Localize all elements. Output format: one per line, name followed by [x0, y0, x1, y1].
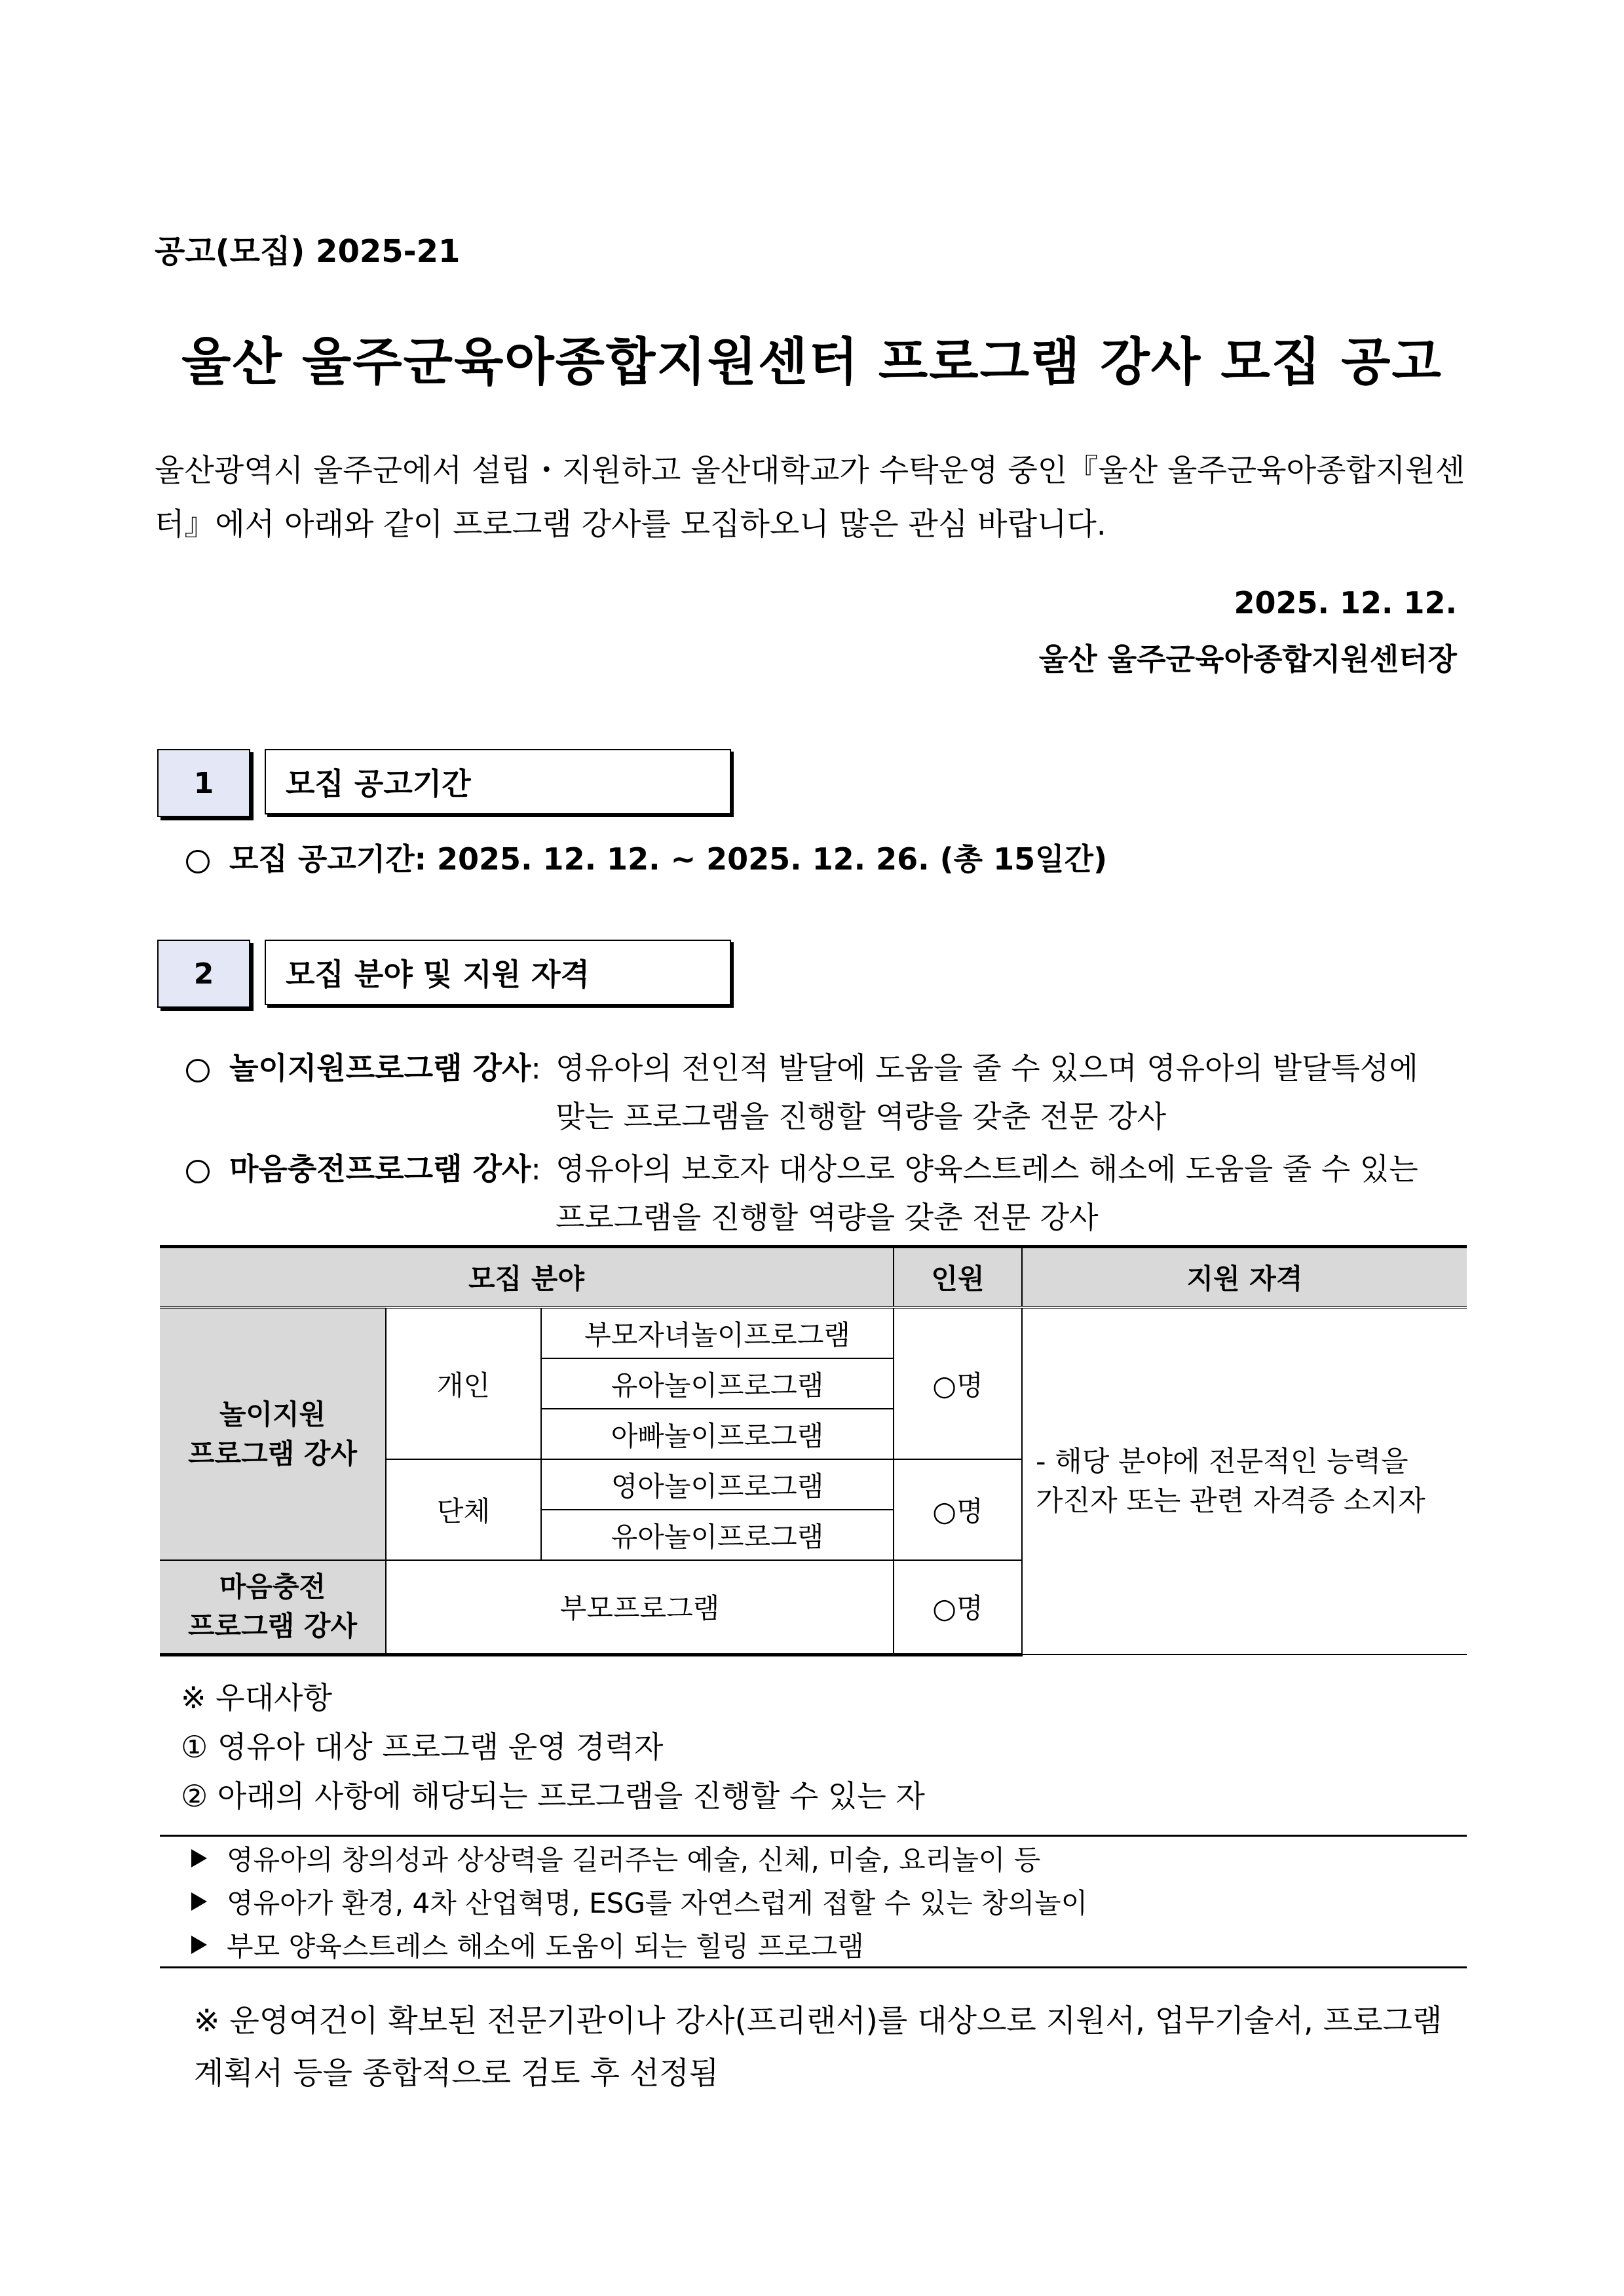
qualification-text: - 해당 분야에 전문적인 능력을 가진자 또는 관련 자격증 소지자: [1022, 1307, 1467, 1655]
mind-category: 마음충전 프로그램 강사: [160, 1560, 386, 1655]
qualification-desc-line1: 영유아의 전인적 발달에 도움을 줄 수 있으며 영유아의 발달특성에: [556, 1050, 1418, 1086]
circle-bullet-icon: [186, 850, 210, 873]
example-item: [160, 1923, 1467, 1966]
program-name: 유아놀이프로그램: [541, 1358, 894, 1409]
header-field: 모집 분야: [160, 1247, 894, 1308]
intro-paragraph: 울산광역시 울주군에서 설립・지원하고 울산대학교가 수탁운영 중인『울산 울주군육아종합지원센터』에서 아래와 같이 프로그램 강사를 모집하오니 많은 관심 바랍니다.: [155, 453, 1465, 543]
individual-count: ○명: [894, 1307, 1022, 1459]
qualification-desc-line1: 영유아의 보호자 대상으로 양육스트레스 해소에 도움을 줄 수 있는: [556, 1151, 1418, 1187]
circle-bullet-icon: [186, 1059, 210, 1082]
circle-bullet-icon: [186, 1160, 210, 1183]
qualification-desc-line2: 맞는 프로그램을 진행할 역량을 갖춘 전문 강사: [556, 1099, 1167, 1134]
program-name: 영아놀이프로그램: [541, 1459, 894, 1510]
mind-count: ○명: [894, 1560, 1022, 1655]
footnote: ※ 운영여건이 확보된 전문기관이나 강사(프리랜서)를 대상으로 지원서, 업무기술서, 프로그램 계획서 등을 종합적으로 검토 후 선정됨: [194, 2003, 1443, 2092]
page-title: 울산 울주군육아종합지원센터 프로그램 강사 모집 공고: [181, 333, 1443, 392]
triangle-bullet-icon: [191, 1936, 207, 1954]
section1-number: 1: [157, 749, 250, 817]
program-name: 부모자녀놀이프로그램: [541, 1307, 894, 1358]
play-category: 놀이지원 프로그램 강사: [160, 1307, 386, 1560]
recruitment-table: [160, 1245, 1467, 1656]
example-text: 영유아의 창의성과 상상력을 길러주는 예술, 신체, 미술, 요리놀이 등: [227, 1844, 1041, 1876]
preference-item: ① 영유아 대상 프로그램 운영 경력자: [181, 1729, 664, 1765]
qualification-colon: :: [531, 1050, 541, 1086]
triangle-bullet-icon: [191, 1849, 207, 1867]
qualification-item: [186, 1145, 541, 1189]
group-label: 단체: [386, 1459, 541, 1560]
example-item: [160, 1880, 1467, 1923]
individual-label: 개인: [386, 1307, 541, 1459]
mind-program: 부모프로그램: [386, 1560, 894, 1655]
period-text: 모집 공고기간: 2025. 12. 12. ~ 2025. 12. 26. (총 15일간): [229, 841, 1108, 877]
qualification-desc-line2: 프로그램을 진행할 역량을 갖춘 전문 강사: [556, 1200, 1099, 1235]
notice-date: 2025. 12. 12.: [1234, 585, 1457, 621]
example-text: 영유아가 환경, 4차 산업혁명, ESG를 자연스럽게 접할 수 있는 창의놀이: [227, 1887, 1088, 1919]
qualification-label: 놀이지원프로그램 강사: [229, 1050, 531, 1086]
qualification-colon: :: [531, 1151, 541, 1187]
header-qualification: 지원 자격: [1022, 1247, 1467, 1308]
program-name: 아빠놀이프로그램: [541, 1409, 894, 1459]
section2-title: 모집 분야 및 지원 자격: [265, 940, 731, 1005]
program-name: 유아놀이프로그램: [541, 1510, 894, 1560]
qualification-label: 마음충전프로그램 강사: [229, 1151, 531, 1187]
preferences-heading: ※ 우대사항: [181, 1680, 332, 1715]
section2-number: 2: [157, 940, 250, 1008]
section1-title: 모집 공고기간: [265, 749, 731, 814]
notice-signer: 울산 울주군육아종합지원센터장: [1038, 641, 1457, 677]
header-count: 인원: [894, 1247, 1022, 1308]
program-examples-box: [160, 1835, 1467, 1968]
triangle-bullet-icon: [191, 1892, 207, 1911]
group-count: ○명: [894, 1459, 1022, 1560]
notice-number: 공고(모집) 2025-21: [155, 233, 461, 270]
section1-period: [186, 835, 1107, 879]
qualification-item: [186, 1044, 541, 1088]
preference-item: ② 아래의 사항에 해당되는 프로그램을 진행할 수 있는 자: [181, 1778, 925, 1814]
example-item: [160, 1837, 1467, 1880]
example-text: 부모 양육스트레스 해소에 도움이 되는 힐링 프로그램: [227, 1930, 864, 1962]
